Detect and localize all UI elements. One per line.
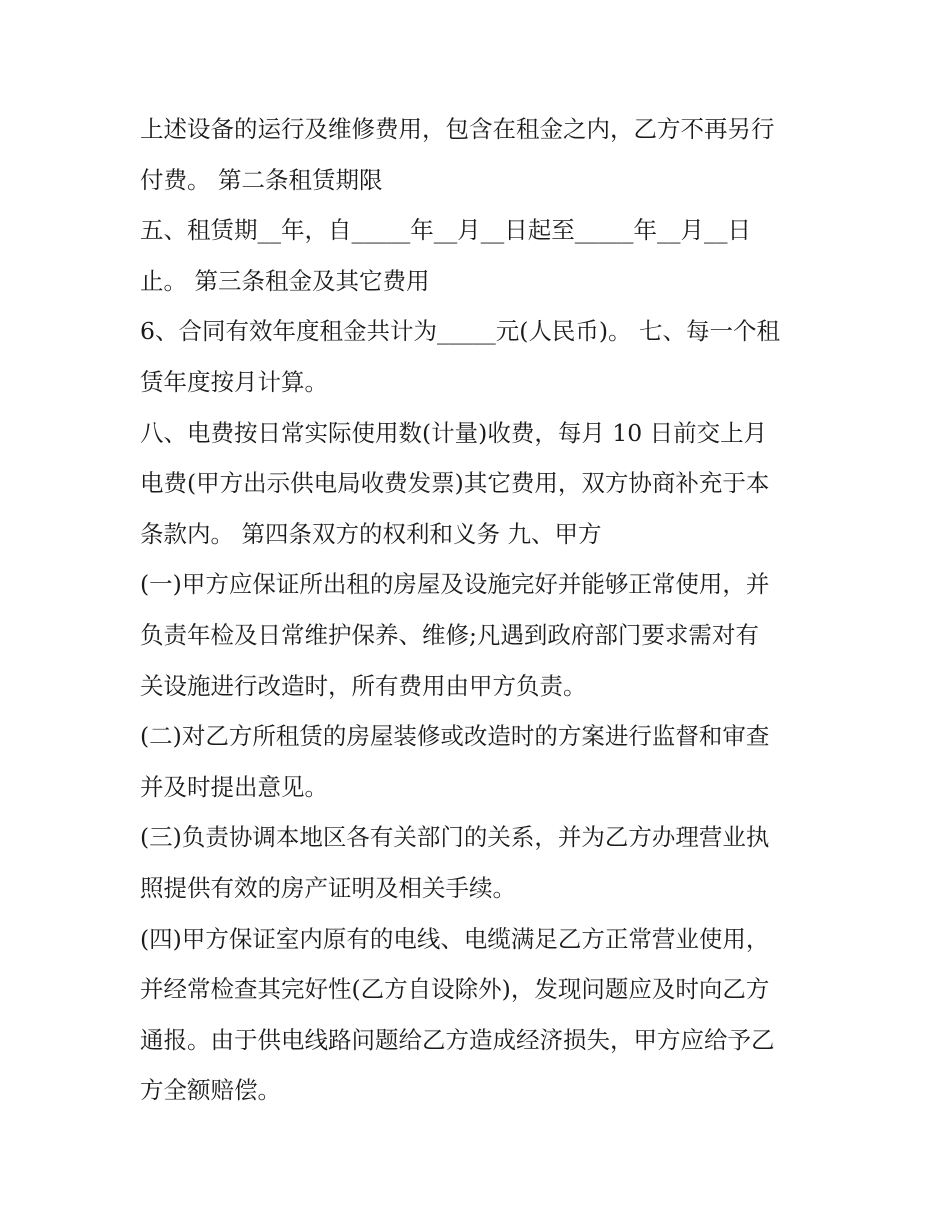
text-line: 五、租赁期__年，自_____年__月__日起至_____年__月__日 [140,216,751,245]
text-line: 条款内。 第四条双方的权利和义务 九、甲方 [140,519,602,548]
text-line: 负责年检及日常维护保养、维修;凡遇到政府部门要求需对有 [140,620,759,649]
text-line: 关设施进行改造时，所有费用由甲方负责。 [140,671,587,700]
text-line: 并经常检查其完好性(乙方自设除外)，发现问题应及时向乙方 [140,975,770,1004]
text-line: 付费。 第二条租赁期限 [140,165,383,194]
text-line: 赁年度按月计算。 [140,367,328,396]
text-line: (二)对乙方所租赁的房屋装修或改造时的方案进行监督和审查 [140,722,770,751]
text-line: (四)甲方保证室内原有的电线、电缆满足乙方正常营业使用， [140,924,770,953]
text-line: 方全额赔偿。 [140,1076,281,1105]
text-line: 照提供有效的房产证明及相关手续。 [140,873,516,902]
text-line: 并及时提出意见。 [140,772,328,801]
text-line: (一)甲方应保证所出租的房屋及设施完好并能够正常使用，并 [140,570,770,599]
text-line: (三)负责协调本地区各有关部门的关系，并为乙方办理营业执 [140,823,770,852]
text-line: 八、电费按日常实际使用数(计量)收费，每月 10 日前交上月 [140,418,768,447]
document-body [140,104,820,1116]
text-line: 止。 第三条租金及其它费用 [140,266,430,295]
text-line: 通报。由于供电线路问题给乙方造成经济损失，甲方应给予乙 [140,1025,775,1054]
text-line: 上述设备的运行及维修费用，包含在租金之内，乙方不再另行 [140,115,775,143]
text-line: 6、合同有效年度租金共计为_____元(人民币)。 七、每一个租 [140,317,781,346]
text-line: 电费(甲方出示供电局收费发票)其它费用，双方协商补充于本 [140,469,770,498]
